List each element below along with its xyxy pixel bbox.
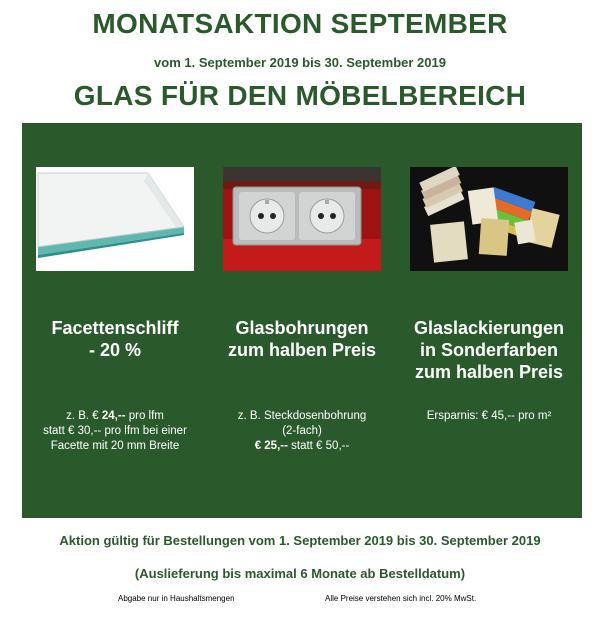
color-samples-image [410,167,568,271]
page-subtitle: GLAS FÜR DEN MÖBELBEREICH [73,80,527,111]
socket-image [223,167,381,271]
offer-description: Ersparnis: € 45,-- pro m² [426,410,552,422]
validity-note: Aktion gültig für Bestellungen vom 1. September 2019 bis 30. September 2019 [59,533,541,548]
offer-facettenschliff [22,123,208,518]
offer-description: z. B. € 24,-- pro lfm statt € 30,-- pro lfm bei einer Facette mit 20 mm Breite [43,410,187,452]
offers-panel [22,123,582,518]
offer-glasbohrungen [209,123,395,518]
offer-title: Glasbohrungen zum halben Preis [227,318,377,360]
offer-title: Glaslackierungen in Sonderfarben zum halben Preis [413,318,565,382]
page-title: MONATSAKTION SEPTEMBER [92,8,508,39]
delivery-note: (Auslieferung bis maximal 6 Monate ab Bestelldatum) [134,566,466,581]
offer-description: z. B. Steckdosenbohrung (2-fach) € 25,-- statt € 50,-- [237,410,367,452]
date-range: vom 1. September 2019 bis 30. September 2019 [154,55,446,70]
quantity-note: Abgabe nur in Haushaltsmengen [118,594,235,603]
vat-note: Alle Preise verstehen sich incl. 20% MwSt. [325,594,477,603]
offer-title: Facettenschliff - 20 % [51,318,179,360]
offer-glaslackierungen [396,123,582,518]
bevelled-glass-image [36,167,194,271]
